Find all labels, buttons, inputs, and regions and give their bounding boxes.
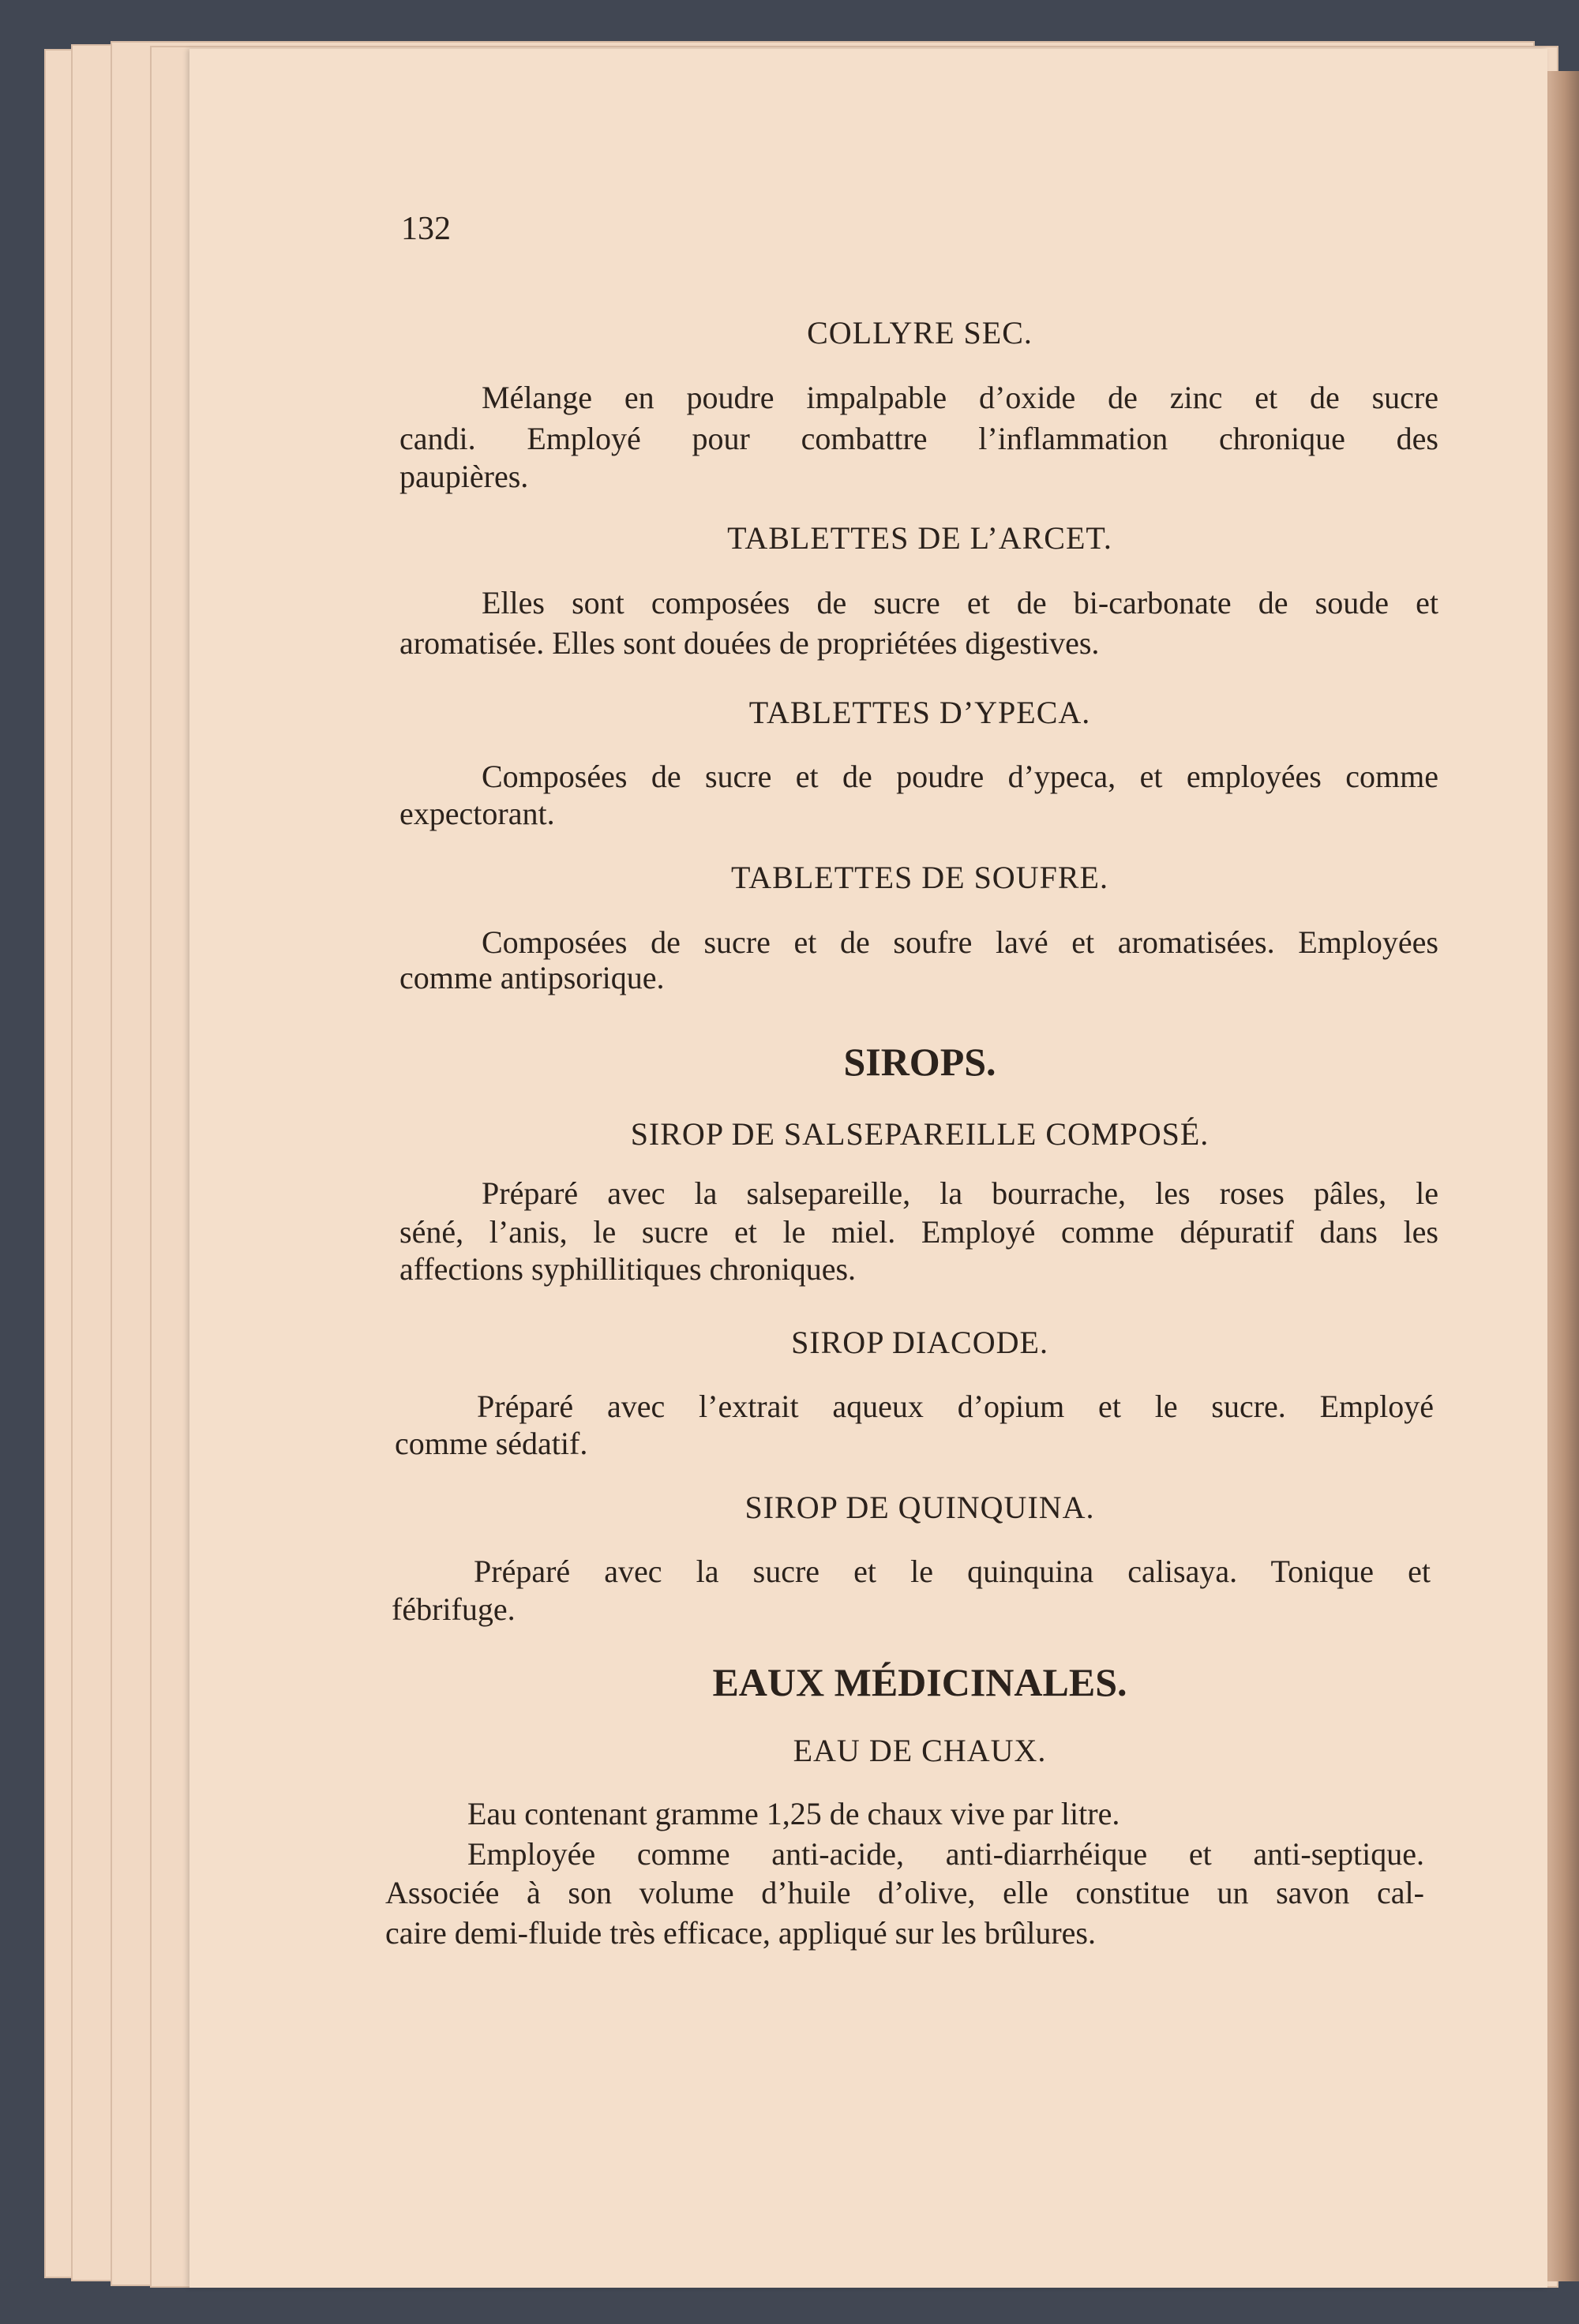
body-line: expectorant. (399, 796, 555, 831)
heading-eau-de-chaux: EAU DE CHAUX. (793, 1733, 1047, 1768)
heading-collyre-sec: COLLYRE SEC. (807, 315, 1033, 350)
body-line: séné, l’anis, le sucre et le miel. Employé comme dépuratif dans les (399, 1214, 1438, 1250)
body-line: Composées de sucre et de poudre d’ypeca, et employées comme (482, 759, 1438, 794)
body-line: caire demi-fluide très efficace, appliqué sur les brûlures. (385, 1915, 1096, 1951)
heading-sirop-quinquina: SIROP DE QUINQUINA. (744, 1490, 1095, 1525)
heading-tablettes-ypeca: TABLETTES D’YPECA. (748, 695, 1091, 730)
body-line: Préparé avec l’extrait aqueux d’opium et le sucre. Employé (477, 1389, 1434, 1424)
body-line: Eau contenant gramme 1,25 de chaux vive par litre. (467, 1796, 1120, 1831)
body-line: Employée comme anti-acide, anti-diarrhéique et anti-septique. (467, 1836, 1424, 1872)
body-line: affections syphillitiques chroniques. (399, 1251, 857, 1287)
heading-tablettes-soufre: TABLETTES DE SOUFRE. (731, 860, 1108, 895)
body-line: Composées de sucre et de soufre lavé et aromatisées. Employées (482, 924, 1438, 960)
section-title-eaux-medicinales: EAUX MÉDICINALES. (712, 1660, 1127, 1704)
body-line: comme antipsorique. (399, 960, 665, 995)
book-binding (1543, 71, 1579, 2281)
body-line: aromatisée. Elles sont douées de propriétées digestives. (399, 625, 1100, 661)
section-title-sirops: SIROPS. (843, 1040, 996, 1084)
body-line: Elles sont composées de sucre et de bi-carbonate de soude et (482, 585, 1438, 620)
body-line: Préparé avec la sucre et le quinquina calisaya. Tonique et (474, 1554, 1431, 1589)
body-line: comme sédatif. (395, 1426, 588, 1461)
body-line: Mélange en poudre impalpable d’oxide de zinc et de sucre (482, 380, 1438, 415)
heading-tablettes-arcet: TABLETTES DE L’ARCET. (727, 520, 1112, 556)
body-line: candi. Employé pour combattre l’inflammation chronique des (399, 421, 1438, 456)
body-line: Associée à son volume d’huile d’olive, elle constitue un savon cal- (385, 1875, 1424, 1910)
heading-sirop-salsepareille: SIROP DE SALSEPAREILLE COMPOSÉ. (630, 1116, 1210, 1152)
body-line: fébrifuge. (392, 1591, 516, 1627)
body-line: Préparé avec la salsepareille, la bourrache, les roses pâles, le (482, 1175, 1438, 1211)
body-line: paupières. (399, 459, 529, 494)
heading-sirop-diacode: SIROP DIACODE. (791, 1325, 1048, 1360)
page-number: 132 (401, 211, 451, 247)
